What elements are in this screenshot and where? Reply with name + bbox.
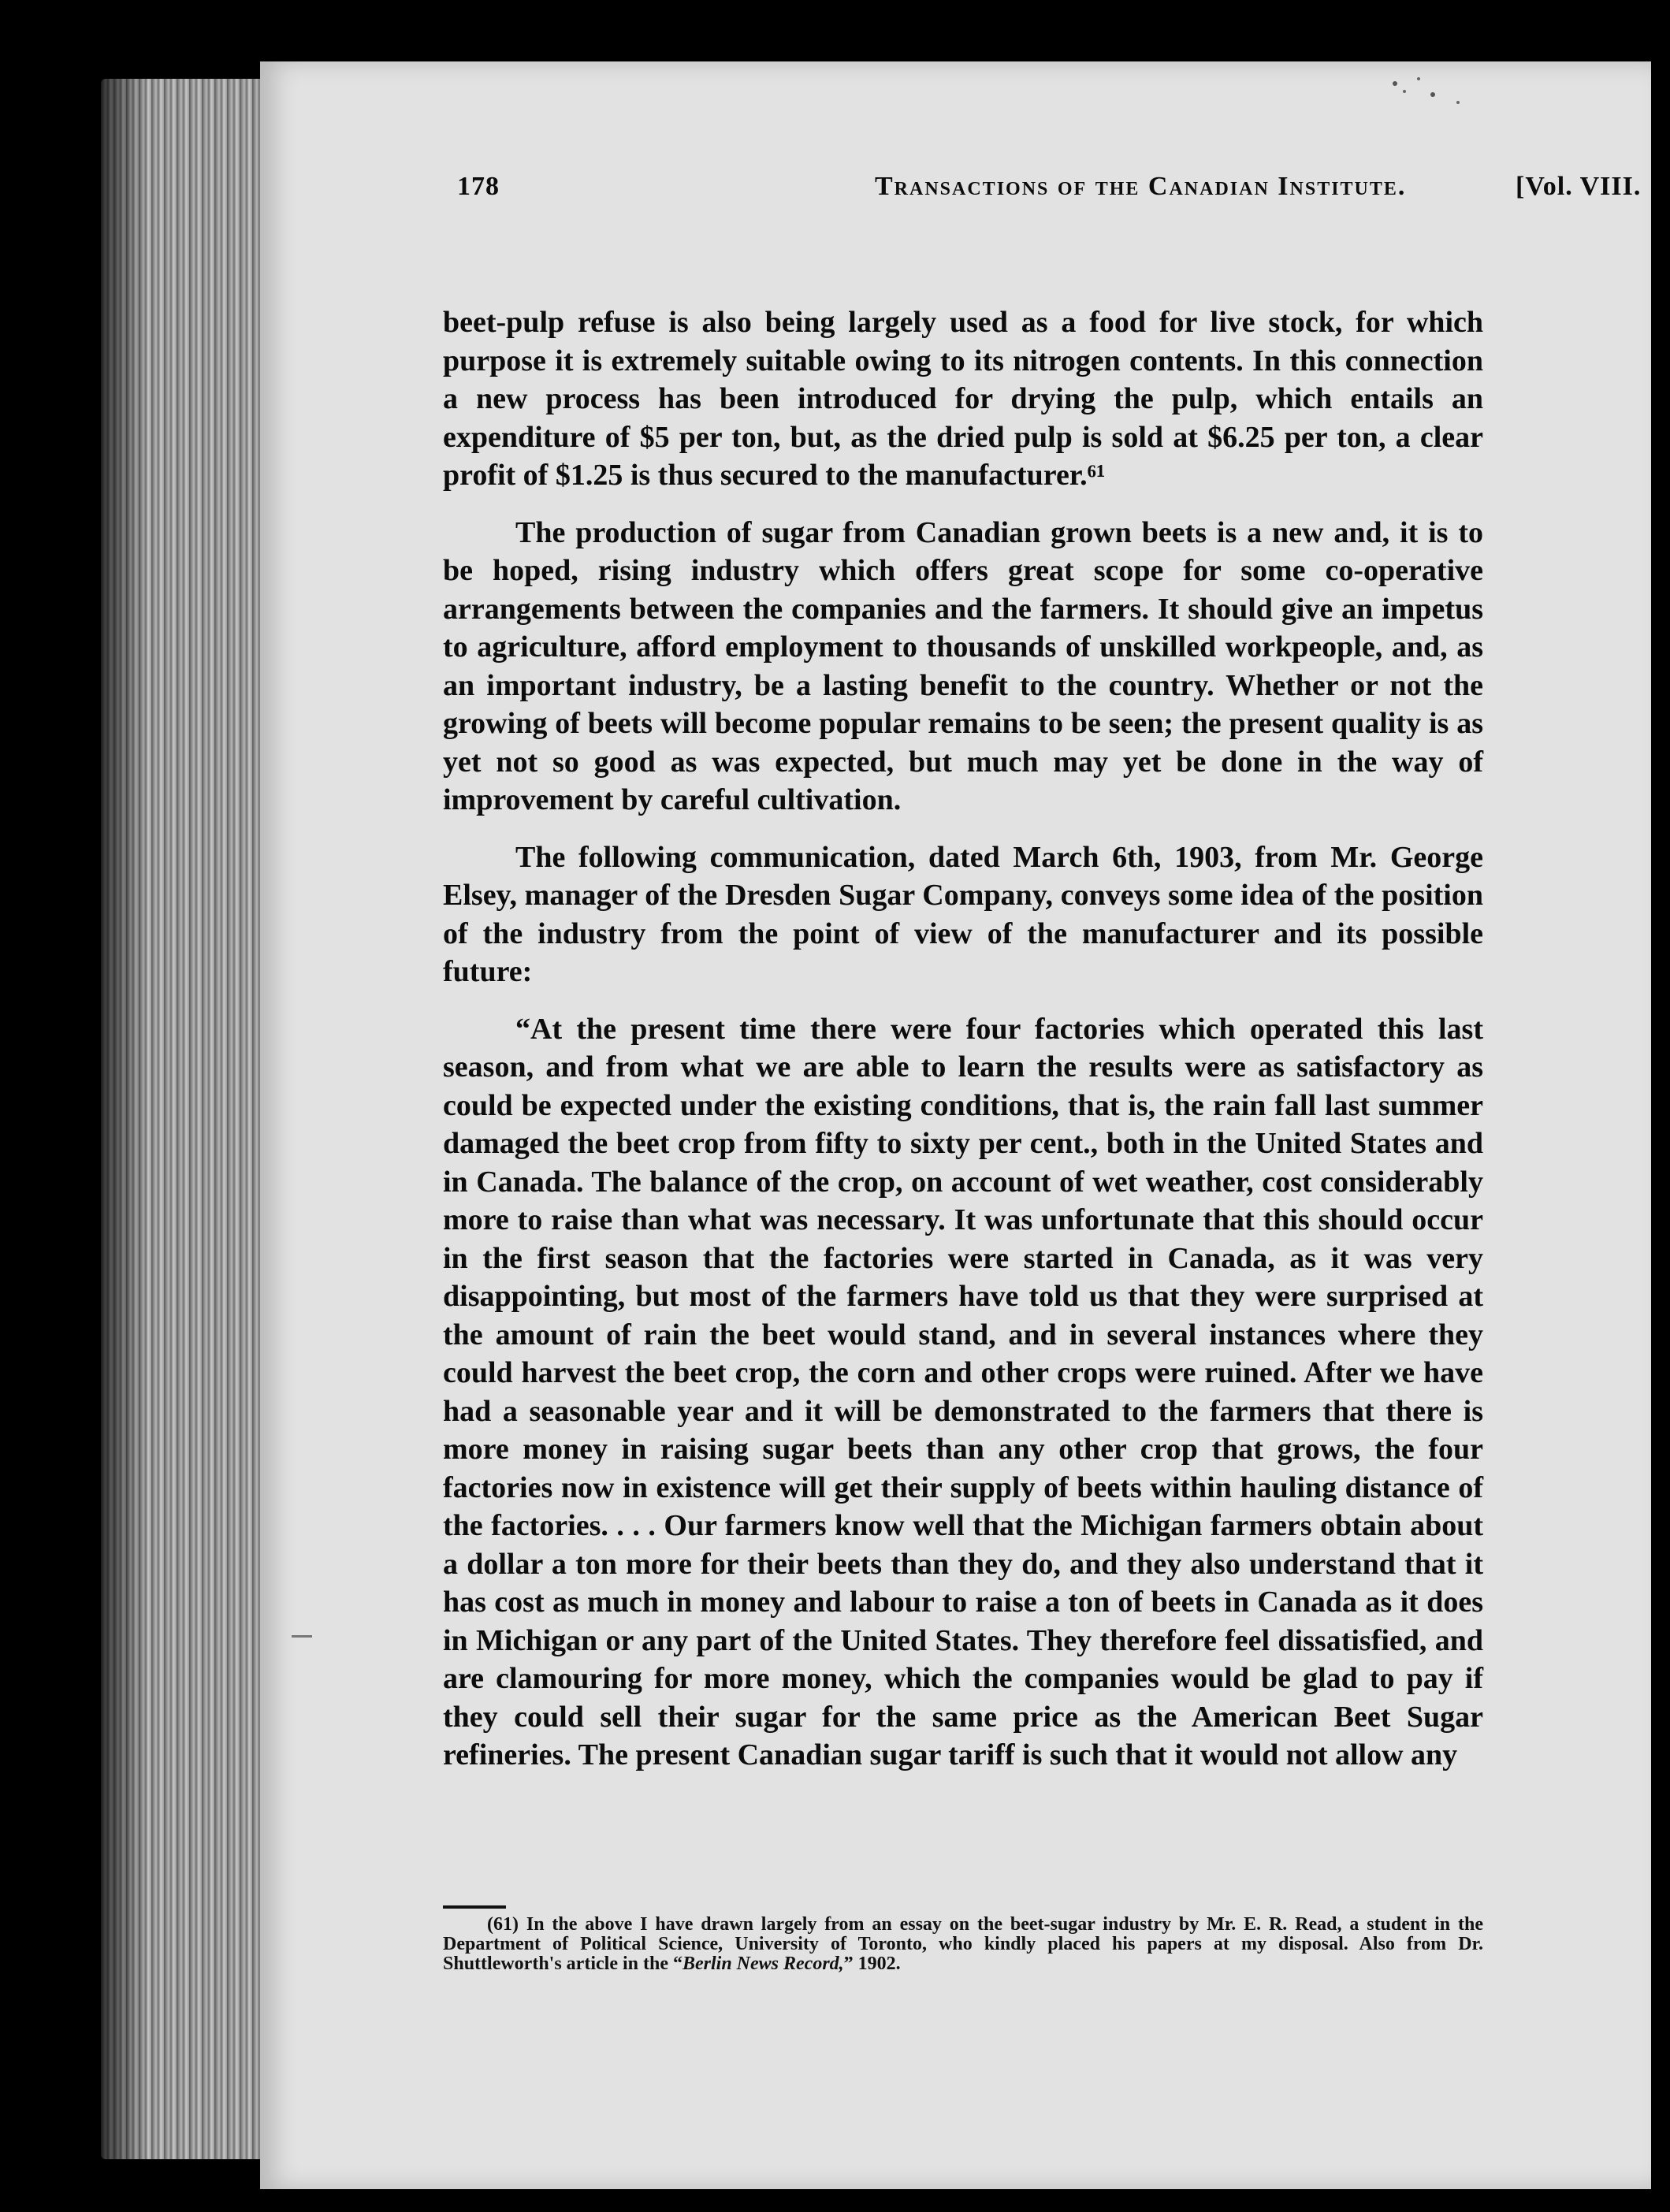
page-number: 178: [457, 172, 500, 201]
margin-mark: [292, 1635, 312, 1638]
footnote-text-end: ” 1902.: [843, 1954, 901, 1974]
footnote-text-start: (61) In the above I have drawn largely from an essay on the beet-sugar industry by Mr. E. R. Read, a student in the Department of Political Science, University of Toronto, who kindly placed his papers at my disposal. Also from Dr. Shuttleworth's article in the “: [443, 1914, 1483, 1974]
journal-title: Transactions of the Canadian Institute.: [875, 172, 1407, 201]
footnote-italic-title: Berlin News Record,: [682, 1954, 844, 1974]
paragraph-4-quotation: “At the present time there were four factories which operated this last season, and from what we are able to learn the results were as satisfactory as could be expected under the existing conditions, that is, the rain fall last summer damaged the beet crop from fifty to sixty per cent., both in the United States and in Canada. The balance of the crop, on account of wet weather, cost considerably more to raise than what was necessary. It was unfortunate that this should occur in the first season that the factories were started in Canada, as it was very disappointing, but most of the farmers have told us that they were surprised at the amount of rain the beet would stand, and in several instances where they could harvest the beet crop, the corn and other crops were ruined. After we have had a seasonable year and it will be demonstrated to the farmers that there is more money in raising sugar beets than any other crop that grows, the four factories now in existence will get their supply of beets within hauling distance of the factories. . . . Our farmers know well that the Michigan farmers obtain about a dollar a ton more for their beets than they do, and they also understand that it has cost as much in money and labour to raise a ton of beets in Canada as it does in Michigan or any part of the United States. They therefore feel dissatisfied, and are clamouring for more money, which the companies would be glad to pay if they could sell their sugar for the same price as the American Beet Sugar refineries. The present Canadian sugar tariff is such that it would not allow any: [443, 1012, 1483, 1771]
paragraph-2: The production of sugar from Canadian grown beets is a new and, it is to be hoped, rising industry which offers great scope for some co-operative arrangements between the companies and the farmers. It should give an impetus to agriculture, afford employment to thousands of unskilled workpeople, and, as an important industry, be a lasting benefit to the country. Whether or not the growing of beets will become popular remains to be seen; the present quality is as yet not so good as was expected, but much may yet be done in the way of improvement by careful cultivation.: [443, 515, 1483, 816]
page-edge-shadow: [101, 79, 148, 2159]
footnote-rule: [443, 1905, 506, 1909]
running-head: [180, 172, 1642, 219]
volume-label: [Vol. VIII.: [1516, 172, 1642, 201]
body-text: [443, 303, 1483, 1794]
footnote-61: [443, 1915, 1483, 1974]
running-head-container: [180, 172, 1642, 219]
paragraph-3: The following communication, dated March 6th, 1903, from Mr. George Elsey, manager of the Dresden Sugar Company, conveys some idea of the position of the industry from the point of view of the manufacturer and its possible future:: [443, 840, 1483, 988]
paragraph-1: beet-pulp refuse is also being largely used as a food for live stock, for which purpose it is extremely suitable owing to its nitrogen contents. In this connection a new process has been introduced for drying the pulp, which entails an expenditure of $5 per ton, but, as the dried pulp is sold at $6.25 per ton, a clear profit of $1.25 is thus secured to the manufacturer.⁶¹: [443, 306, 1483, 492]
dust-specks: [1363, 68, 1490, 115]
